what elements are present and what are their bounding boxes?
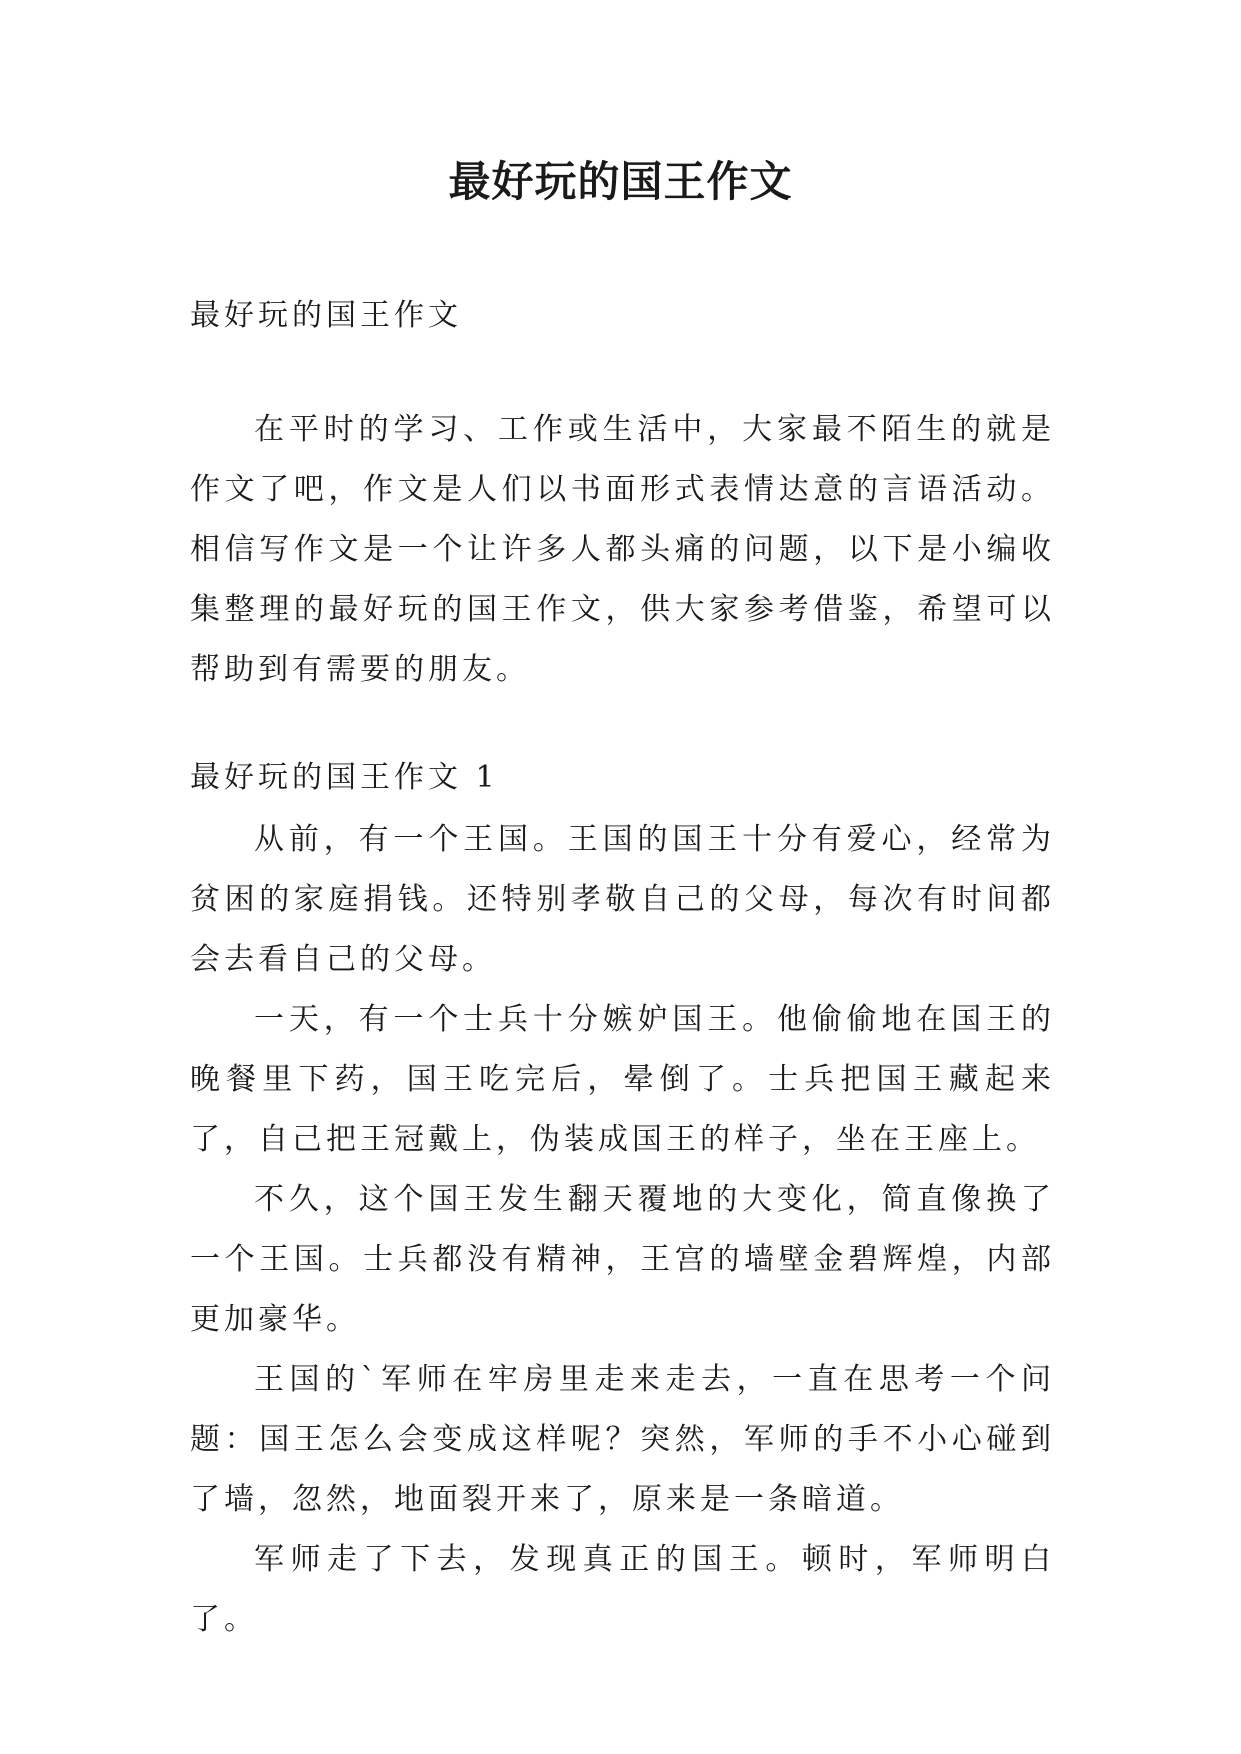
body-paragraph: 王国的`军师在牢房里走来走去，一直在思考一个问题：国王怎么会变成这样呢？突然，军师的手不小心碰到了墙，忽然，地面裂开来了，原来是一条暗道。 xyxy=(190,1362,1055,1517)
document-title: 最好玩的国王作文 xyxy=(448,157,793,206)
body-paragraph: 一天，有一个士兵十分嫉妒国王。他偷偷地在国王的晚餐里下药，国王吃完后，晕倒了。士兵把国王藏起来了，自己把王冠戴上，伪装成国王的样子，坐在王座上。 xyxy=(190,1002,1055,1157)
body-paragraph: 军师走了下去，发现真正的国王。顿时，军师明白了。 xyxy=(190,1542,1055,1637)
body-paragraph: 不久，这个国王发生翻天覆地的大变化，简直像换了一个王国。士兵都没有精神，王宫的墙壁金碧辉煌，内部更加豪华。 xyxy=(190,1182,1055,1337)
section-body xyxy=(190,810,1055,1650)
intro-paragraph: 在平时的学习、工作或生活中，大家最不陌生的就是作文了吧，作文是人们以书面形式表情达意的言语活动。相信写作文是一个让许多人都头痛的问题，以下是小编收集整理的最好玩的国王作文，供大家参考借鉴，希望可以帮助到有需要的朋友。 xyxy=(190,412,1055,687)
document-subtitle: 最好玩的国王作文 xyxy=(190,298,462,333)
section-heading: 最好玩的国王作文 1 xyxy=(190,760,499,795)
body-paragraph: 从前，有一个王国。王国的国王十分有爱心，经常为贫困的家庭捐钱。还特别孝敬自己的父母，每次有时间都会去看自己的父母。 xyxy=(190,822,1055,977)
